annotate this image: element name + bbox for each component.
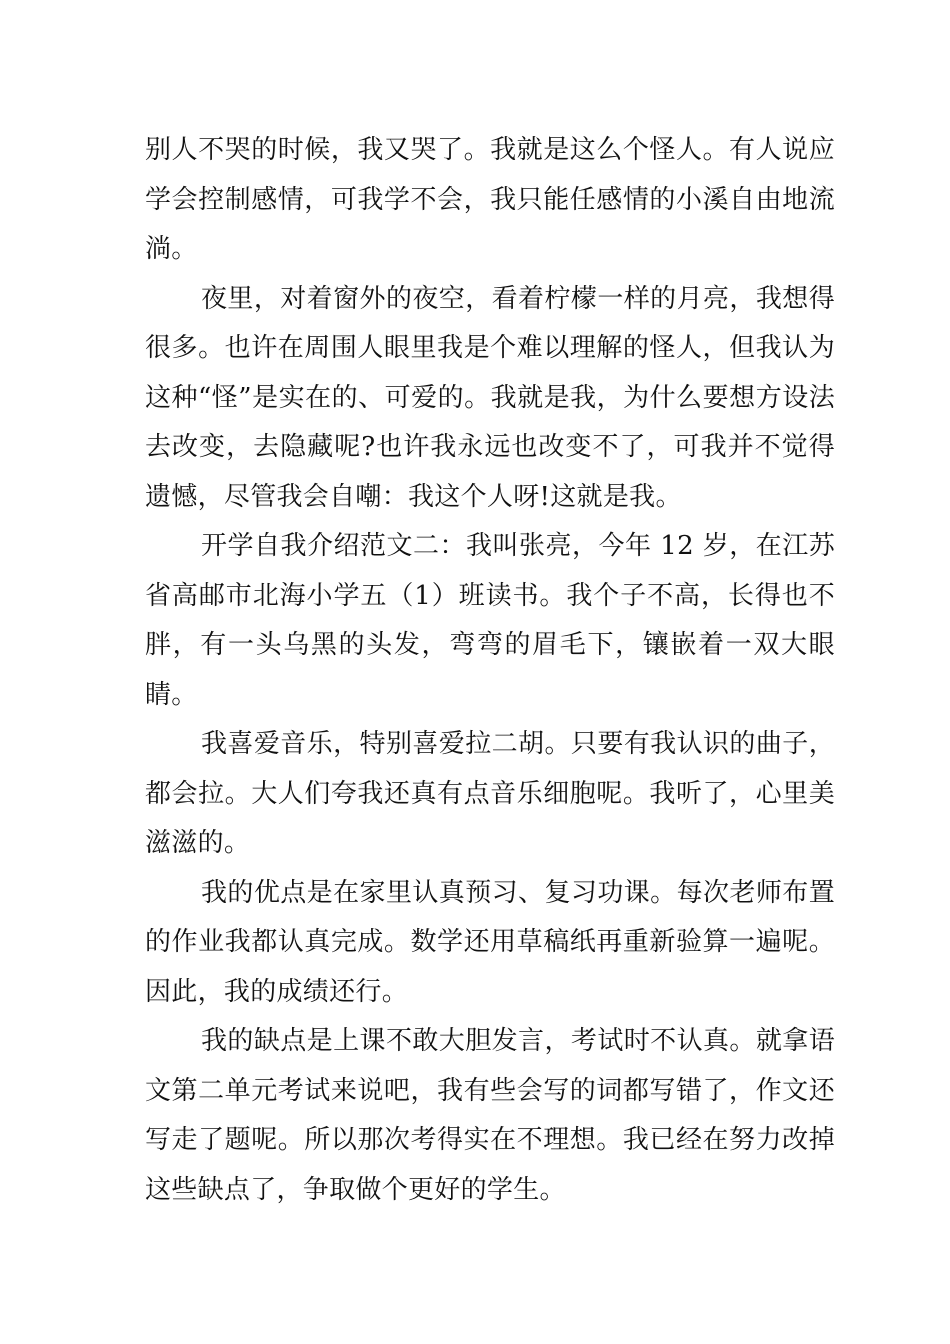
document-body xyxy=(145,126,835,1215)
paragraph-3: 开学自我介绍范文二：我叫张亮，今年 12 岁，在江苏省高邮市北海小学五（1）班读书。我个子不高，长得也不胖，有一头乌黑的头发，弯弯的眉毛下，镶嵌着一双大眼睛。 xyxy=(145,531,835,710)
paragraph-6: 我的缺点是上课不敢大胆发言，考试时不认真。就拿语文第二单元考试来说吧，我有些会写的词都写错了，作文还写走了题呢。所以那次考得实在不理想。我已经在努力改掉这些缺点了，争取做个更好的学生。 xyxy=(145,1026,835,1205)
paragraph-5: 我的优点是在家里认真预习、复习功课。每次老师布置的作业我都认真完成。数学还用草稿纸再重新验算一遍呢。因此，我的成绩还行。 xyxy=(145,877,835,1007)
paragraph-4: 我喜爱音乐，特别喜爱拉二胡。只要有我认识的曲子，都会拉。大人们夸我还真有点音乐细胞呢。我听了，心里美滋滋的。 xyxy=(145,729,835,858)
paragraph-1: 别人不哭的时候，我又哭了。我就是这么个怪人。有人说应学会控制感情，可我学不会，我只能任感情的小溪自由地流淌。 xyxy=(145,135,835,264)
paragraph-2: 夜里，对着窗外的夜空，看着柠檬一样的月亮，我想得很多。也许在周围人眼里我是个难以理解的怪人，但我认为这种“怪”是实在的、可爱的。我就是我，为什么要想方设法去改变，去隐藏呢?也许我永远也改变不了，可我并不觉得遗憾，尽管我会自嘲：我这个人呀!这就是我。 xyxy=(145,283,835,512)
